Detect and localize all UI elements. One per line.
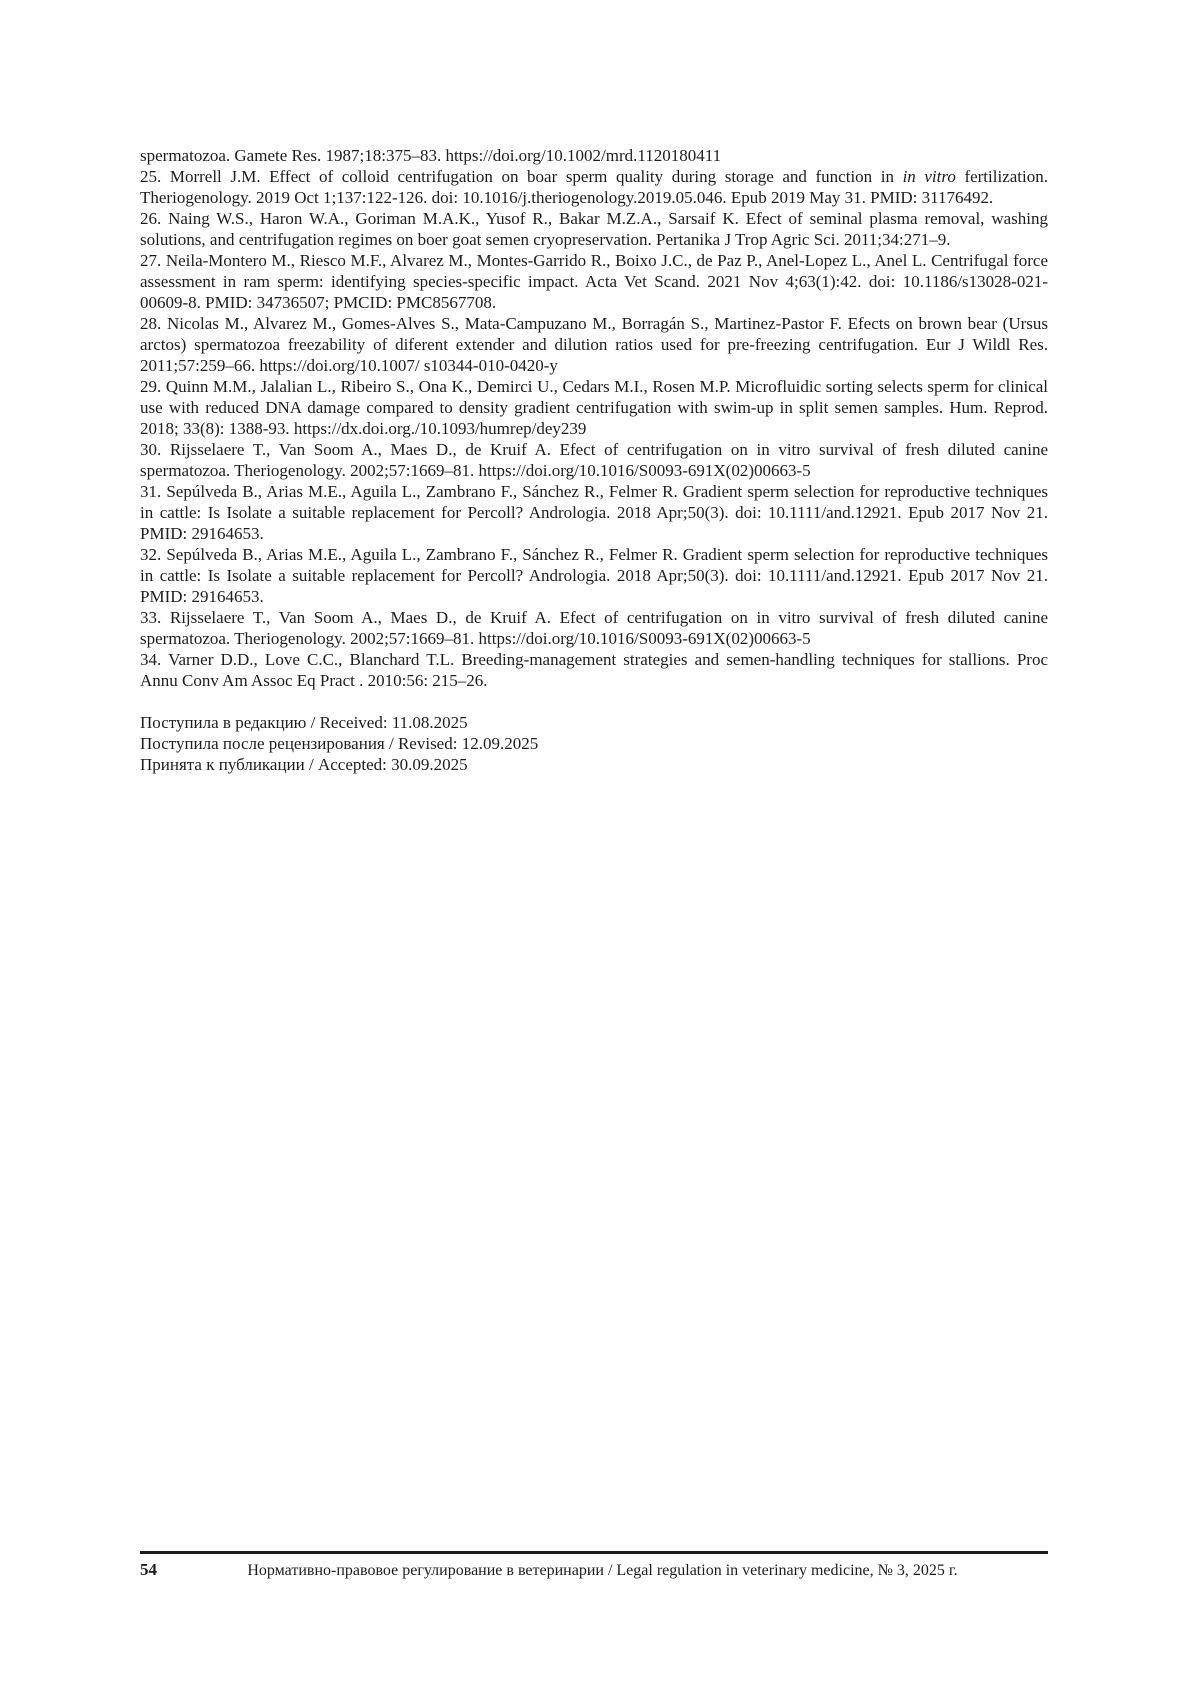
journal-title-line: Нормативно-правовое регулирование в ветеринарии / Legal regulation in veterinary medicine, № 3, 2025 г. <box>247 1562 958 1579</box>
reference-text: 34. Varner D.D., Love C.C., Blanchard T.L. Breeding-management strategies and semen-handling techniques for stallions. Proc Annu Conv Am Assoc Eq Pract . 2010:56: 215–26. <box>140 650 1048 690</box>
reference-entry <box>140 208 1048 250</box>
date-line: Поступила после рецензирования / Revised: 12.09.2025 <box>140 734 539 753</box>
reference-entry <box>140 439 1048 481</box>
reference-text: 32. Sepúlveda B., Arias M.E., Aguila L., Zambrano F., Sánchez R., Felmer R. Gradient sperm selection for reproductive techniques in cattle: Is Isolate a suitable replacement for Percoll? Andrologia. 2018 Apr;50(3). doi: 10.1111/and.12921. Epub 2017 Nov 21. PMID: 29164653. <box>140 545 1048 606</box>
reference-text: 25. Morrell J.M. Effect of colloid centrifugation on boar sperm quality during storage and function in <box>140 167 903 186</box>
reference-text: 28. Nicolas M., Alvarez M., Gomes-Alves S., Mata-Campuzano M., Borragán S., Martinez-Pastor F. Efects on brown bear (Ursus arctos) spermatozoa freezability of diferent extender and dilution ratios used for pre-freezing centrifugation. Eur J Wildl Res. 2011;57:259–66. https://doi.org/10.1007/ s10344-010-0420-y <box>140 314 1048 375</box>
dates-block <box>140 712 1048 775</box>
reference-entry <box>140 607 1048 649</box>
reference-italic-text: in vitro <box>902 167 956 186</box>
reference-text: 33. Rijsselaere T., Van Soom A., Maes D., de Kruif A. Efect of centrifugation on in vitro survival of fresh diluted canine spermatozoa. Theriogenology. 2002;57:1669–81. https://doi.org/10.1016/S0093-691X(02)00663-5 <box>140 608 1048 648</box>
footer-rule <box>140 1551 1048 1554</box>
reference-text: 29. Quinn M.M., Jalalian L., Ribeiro S., Ona K., Demirci U., Cedars M.I., Rosen M.P. Microfluidic sorting selects sperm for clinical use with reduced DNA damage compared to density gradient centrifugation with swim-up in split semen samples. Hum. Reprod. 2018; 33(8): 1388-93. https://dx.doi.org./10.1093/humrep/dey239 <box>140 377 1048 438</box>
date-line: Принята к публикации / Accepted: 30.09.2025 <box>140 755 468 774</box>
page-number: 54 <box>140 1560 157 1579</box>
reference-entry <box>140 166 1048 208</box>
reference-entry <box>140 481 1048 544</box>
date-line: Поступила в редакцию / Received: 11.08.2025 <box>140 713 468 732</box>
reference-text: fertilization. Theriogenology. 2019 Oct 1;137:122-126. doi: 10.1016/j.theriogenology.2019.05.046. Epub 2019 May 31. PMID: 31176492. <box>140 167 1048 207</box>
references-section <box>140 145 1048 775</box>
reference-entry <box>140 544 1048 607</box>
reference-text: 30. Rijsselaere T., Van Soom A., Maes D., de Kruif A. Efect of centrifugation on in vitro survival of fresh diluted canine spermatozoa. Theriogenology. 2002;57:1669–81. https://doi.org/10.1016/S0093-691X(02)00663-5 <box>140 440 1048 480</box>
reference-text: 26. Naing W.S., Haron W.A., Goriman M.A.K., Yusof R., Bakar M.Z.A., Sarsaif K. Efect of seminal plasma removal, washing solutions, and centrifugation regimes on boer goat semen cryopreservation. Pertanika J Trop Agric Sci. 2011;34:271–9. <box>140 209 1048 249</box>
page-footer <box>140 1551 1048 1581</box>
reference-entry <box>140 145 1048 166</box>
reference-entry <box>140 649 1048 691</box>
reference-entry <box>140 313 1048 376</box>
reference-text: 31. Sepúlveda B., Arias M.E., Aguila L., Zambrano F., Sánchez R., Felmer R. Gradient sperm selection for reproductive techniques in cattle: Is Isolate a suitable replacement for Percoll? Andrologia. 2018 Apr;50(3). doi: 10.1111/and.12921. Epub 2017 Nov 21. PMID: 29164653. <box>140 482 1048 543</box>
reference-text: spermatozoa. Gamete Res. 1987;18:375–83. https://doi.org/10.1002/mrd.1120180411 <box>140 146 722 165</box>
footer-row <box>140 1560 1048 1581</box>
references-list <box>140 145 1048 691</box>
reference-entry <box>140 250 1048 313</box>
reference-entry <box>140 376 1048 439</box>
reference-text: 27. Neila-Montero M., Riesco M.F., Alvarez M., Montes-Garrido R., Boixo J.C., de Paz P., Anel-Lopez L., Anel L. Centrifugal force assessment in ram sperm: identifying species-specific impact. Acta Vet Scand. 2021 Nov 4;63(1):42. doi: 10.1186/s13028-021-00609-8. PMID: 34736507; PMCID: PMC8567708. <box>140 251 1048 312</box>
